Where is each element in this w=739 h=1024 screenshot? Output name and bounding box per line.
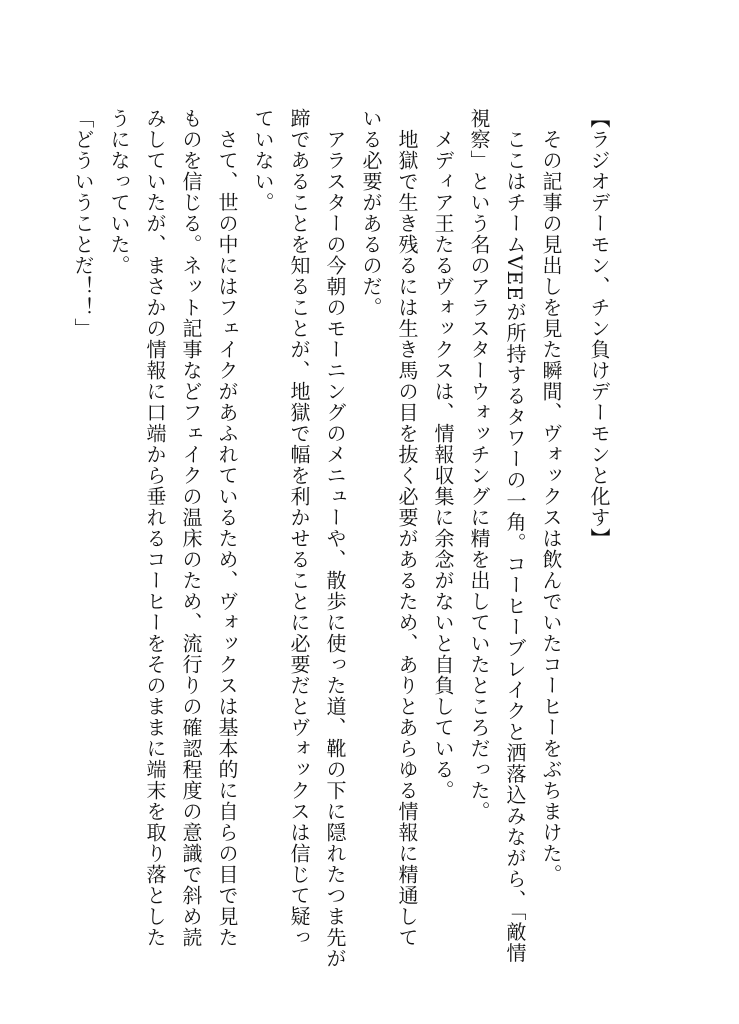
text-line: その記事の見出しを見た瞬間、ヴォックスは飲んでいたコーヒーをぶちまけた。 (539, 108, 563, 885)
text-line: みしていたが、まさかの情報に口端から垂れるコーヒーをそのままに端末を取り落とした (143, 108, 167, 948)
text-line: アラスターの今朝のモーニングのメニューや、散歩に使った道、靴の下に隠れたつま先が (323, 108, 347, 969)
vertical-text-body (71, 108, 617, 969)
text-line: さて、世の中にはフェイクがあふれているため、ヴォックスは基本的に自らの目で見た (215, 108, 239, 948)
text-line: うになっていた。 (107, 108, 131, 276)
text-line: メディア王たるヴォックスは、情報収集に余念がないと自負している。 (431, 108, 455, 801)
text-line: ものを信じる。ネット記事などフェイクの温床のため、流行りの確認程度の意識で斜め読 (179, 108, 203, 948)
text-line: 蹄であることを知ることが、地獄で幅を利かせることに必要だとヴォックスは信じて疑っ (287, 108, 311, 948)
dialogue-line: 「どういうことだ！！」 (71, 108, 95, 339)
text-line: いる必要があるのだ。 (359, 108, 383, 318)
text-line: 地獄で生き残るには生き馬の目を抜く必要があるため、ありとあらゆる情報に精通して (395, 108, 419, 948)
text-line: ここはチームVEEが所持するタワーの一角。コーヒーブレイクと洒落込みながら、「敵情 (503, 108, 527, 964)
chapter-heading: 【ラジオデーモン、チン負けデーモンと化す】 (587, 108, 611, 549)
text-line: 視察」という名のアラスターウォッチングに精を出していたところだった。 (467, 108, 491, 822)
text-line: ていない。 (251, 108, 275, 213)
